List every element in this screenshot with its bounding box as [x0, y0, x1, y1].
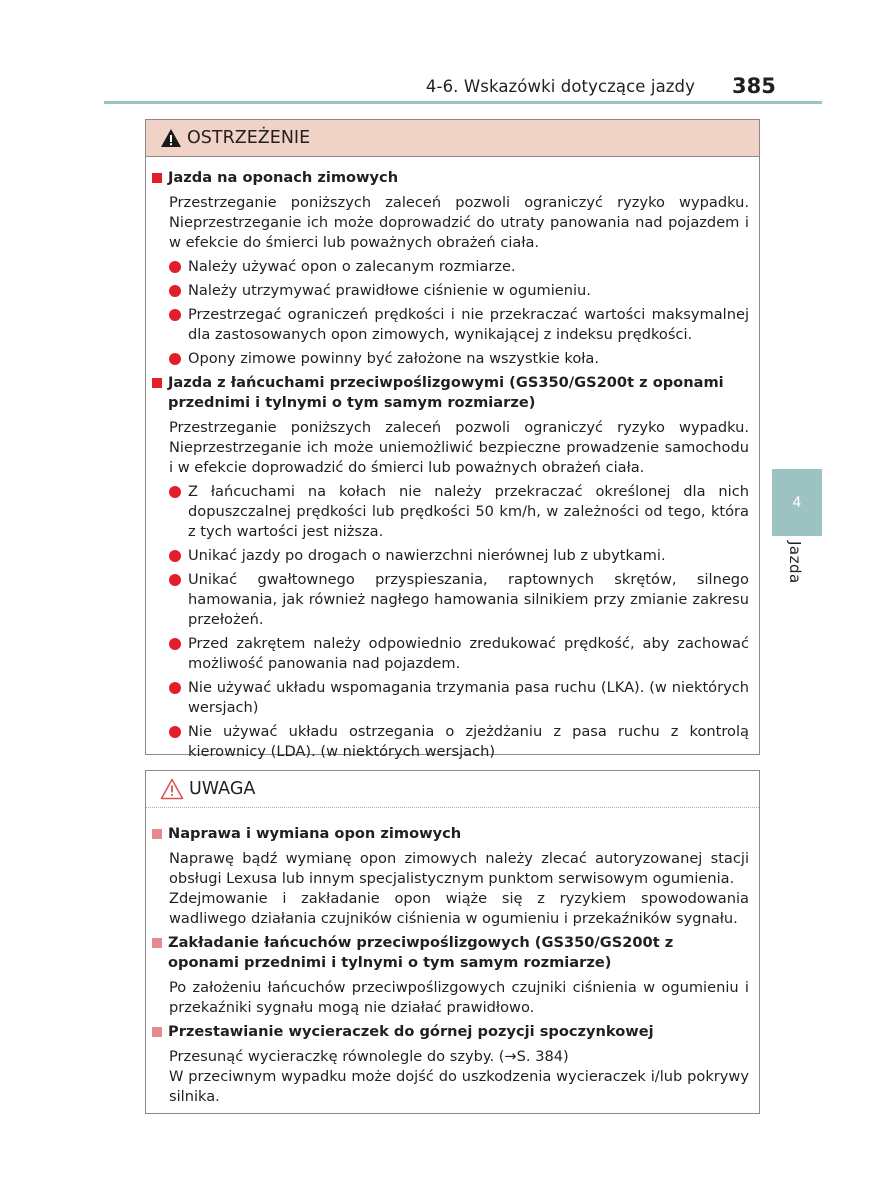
notice-title: UWAGA	[189, 779, 256, 799]
warning-triangle-outline-icon	[160, 778, 184, 800]
chapter-tab	[772, 469, 822, 536]
notice-box	[145, 770, 760, 1114]
warning-box-header	[146, 120, 759, 157]
chapter-label: Jazda	[786, 541, 804, 584]
list-item: Przestrzegać ograniczeń prędkości i nie przekraczać wartości maksymalnej dla zastosowanych opon zimowych, wynikającej z indeksu prędkości.	[169, 305, 749, 345]
section-paragraph: Przesunąć wycieraczkę równolegle do szyby. (→S. 384)	[169, 1048, 569, 1065]
list-item: Nie używać układu wspomagania trzymania pasa ruchu (LKA). (w niektórych wersjach)	[169, 678, 749, 718]
section-heading: Naprawa i wymiana opon zimowych	[152, 824, 749, 844]
notice-box-header	[146, 771, 759, 808]
chapter-number: 4	[792, 495, 802, 511]
bullet-dot	[169, 353, 181, 365]
red-square-marker	[152, 378, 162, 388]
section-heading: Jazda na oponach zimowych	[152, 168, 749, 188]
list-item: Należy używać opon o zalecanym rozmiarze.	[169, 257, 749, 277]
section-paragraph: Zdejmowanie i zakładanie opon wiąże się z ryzykiem spowodowania wadliwego działania czujników ciśnienia w ogumieniu i przekaźników sygnału.	[169, 890, 749, 927]
list-item: Nie używać układu ostrzegania o zjeżdżaniu z pasa ruchu z kontrolą kierownicy (LDA). (w niektórych wersjach)	[169, 722, 749, 762]
page-number: 385	[732, 74, 776, 98]
list-item: Należy utrzymywać prawidłowe ciśnienie w ogumieniu.	[169, 281, 749, 301]
bullet-dot	[169, 486, 181, 498]
section-heading: Zakładanie łańcuchów przeciwpoślizgowych (GS350/GS200t z oponami przednimi i tylnymi o tym samym rozmiarze)	[152, 933, 749, 973]
warning-triangle-filled-icon	[160, 128, 182, 148]
warning-title: OSTRZEŻENIE	[187, 128, 311, 148]
pink-square-marker	[152, 829, 162, 839]
section-paragraph: Przestrzeganie poniższych zaleceń pozwoli ograniczyć ryzyko wypadku. Nieprzestrzeganie ich może doprowadzić do utraty panowania nad pojazdem i w efekcie do śmierci lub poważnych obrażeń ciała.	[169, 194, 749, 251]
bullet-dot	[169, 638, 181, 650]
section-paragraph: Naprawę bądź wymianę opon zimowych należy zlecać autoryzowanej stacji obsługi Lexusa lub innym specjalistycznym punktom serwisowym ogumienia.	[169, 850, 749, 887]
list-item: Z łańcuchami na kołach nie należy przekraczać określonej dla nich dopuszczalnej prędkości lub prędkości 50 km/h, w zależności od tego, która z tych wartości jest niższa.	[169, 482, 749, 542]
bullet-dot	[169, 682, 181, 694]
section-paragraph: W przeciwnym wypadku może dojść do uszkodzenia wycieraczek i/lub pokrywy silnika.	[169, 1068, 749, 1105]
bullet-dot	[169, 726, 181, 738]
bullet-dot	[169, 261, 181, 273]
list-item: Przed zakrętem należy odpowiednio zredukować prędkość, aby zachować możliwość panowania nad pojazdem.	[169, 634, 749, 674]
section-paragraph: Przestrzeganie poniższych zaleceń pozwoli ograniczyć ryzyko wypadku. Nieprzestrzeganie ich może uniemożliwić bezpieczne prowadzenie samochodu i w efekcie doprowadzić do śmierci lub poważnych obrażeń ciała.	[169, 419, 749, 476]
section-heading: Przestawianie wycieraczek do górnej pozycji spoczynkowej	[152, 1022, 749, 1042]
pink-square-marker	[152, 938, 162, 948]
header-divider	[104, 101, 822, 104]
list-item: Unikać gwałtownego przyspieszania, raptownych skrętów, silnego hamowania, jak również nagłego hamowania silnikiem przy zmianie zakresu przełożeń.	[169, 570, 749, 630]
header-section-title: 4-6. Wskazówki dotyczące jazdy	[425, 77, 695, 96]
list-item: Unikać jazdy po drogach o nawierzchni nierównej lub z ubytkami.	[169, 546, 749, 566]
bullet-dot	[169, 285, 181, 297]
warning-box	[145, 119, 760, 760]
red-square-marker	[152, 173, 162, 183]
pink-square-marker	[152, 1027, 162, 1037]
section-heading: Jazda z łańcuchami przeciwpoślizgowymi (GS350/GS200t z oponami przednimi i tylnymi o tym samym rozmiarze)	[152, 373, 749, 413]
section-paragraph: Po założeniu łańcuchów przeciwpoślizgowych czujniki ciśnienia w ogumieniu i przekaźniki sygnału mogą nie działać prawidłowo.	[169, 979, 749, 1016]
bullet-dot	[169, 550, 181, 562]
bullet-dot	[169, 309, 181, 321]
bullet-dot	[169, 574, 181, 586]
list-item: Opony zimowe powinny być założone na wszystkie koła.	[169, 349, 749, 369]
